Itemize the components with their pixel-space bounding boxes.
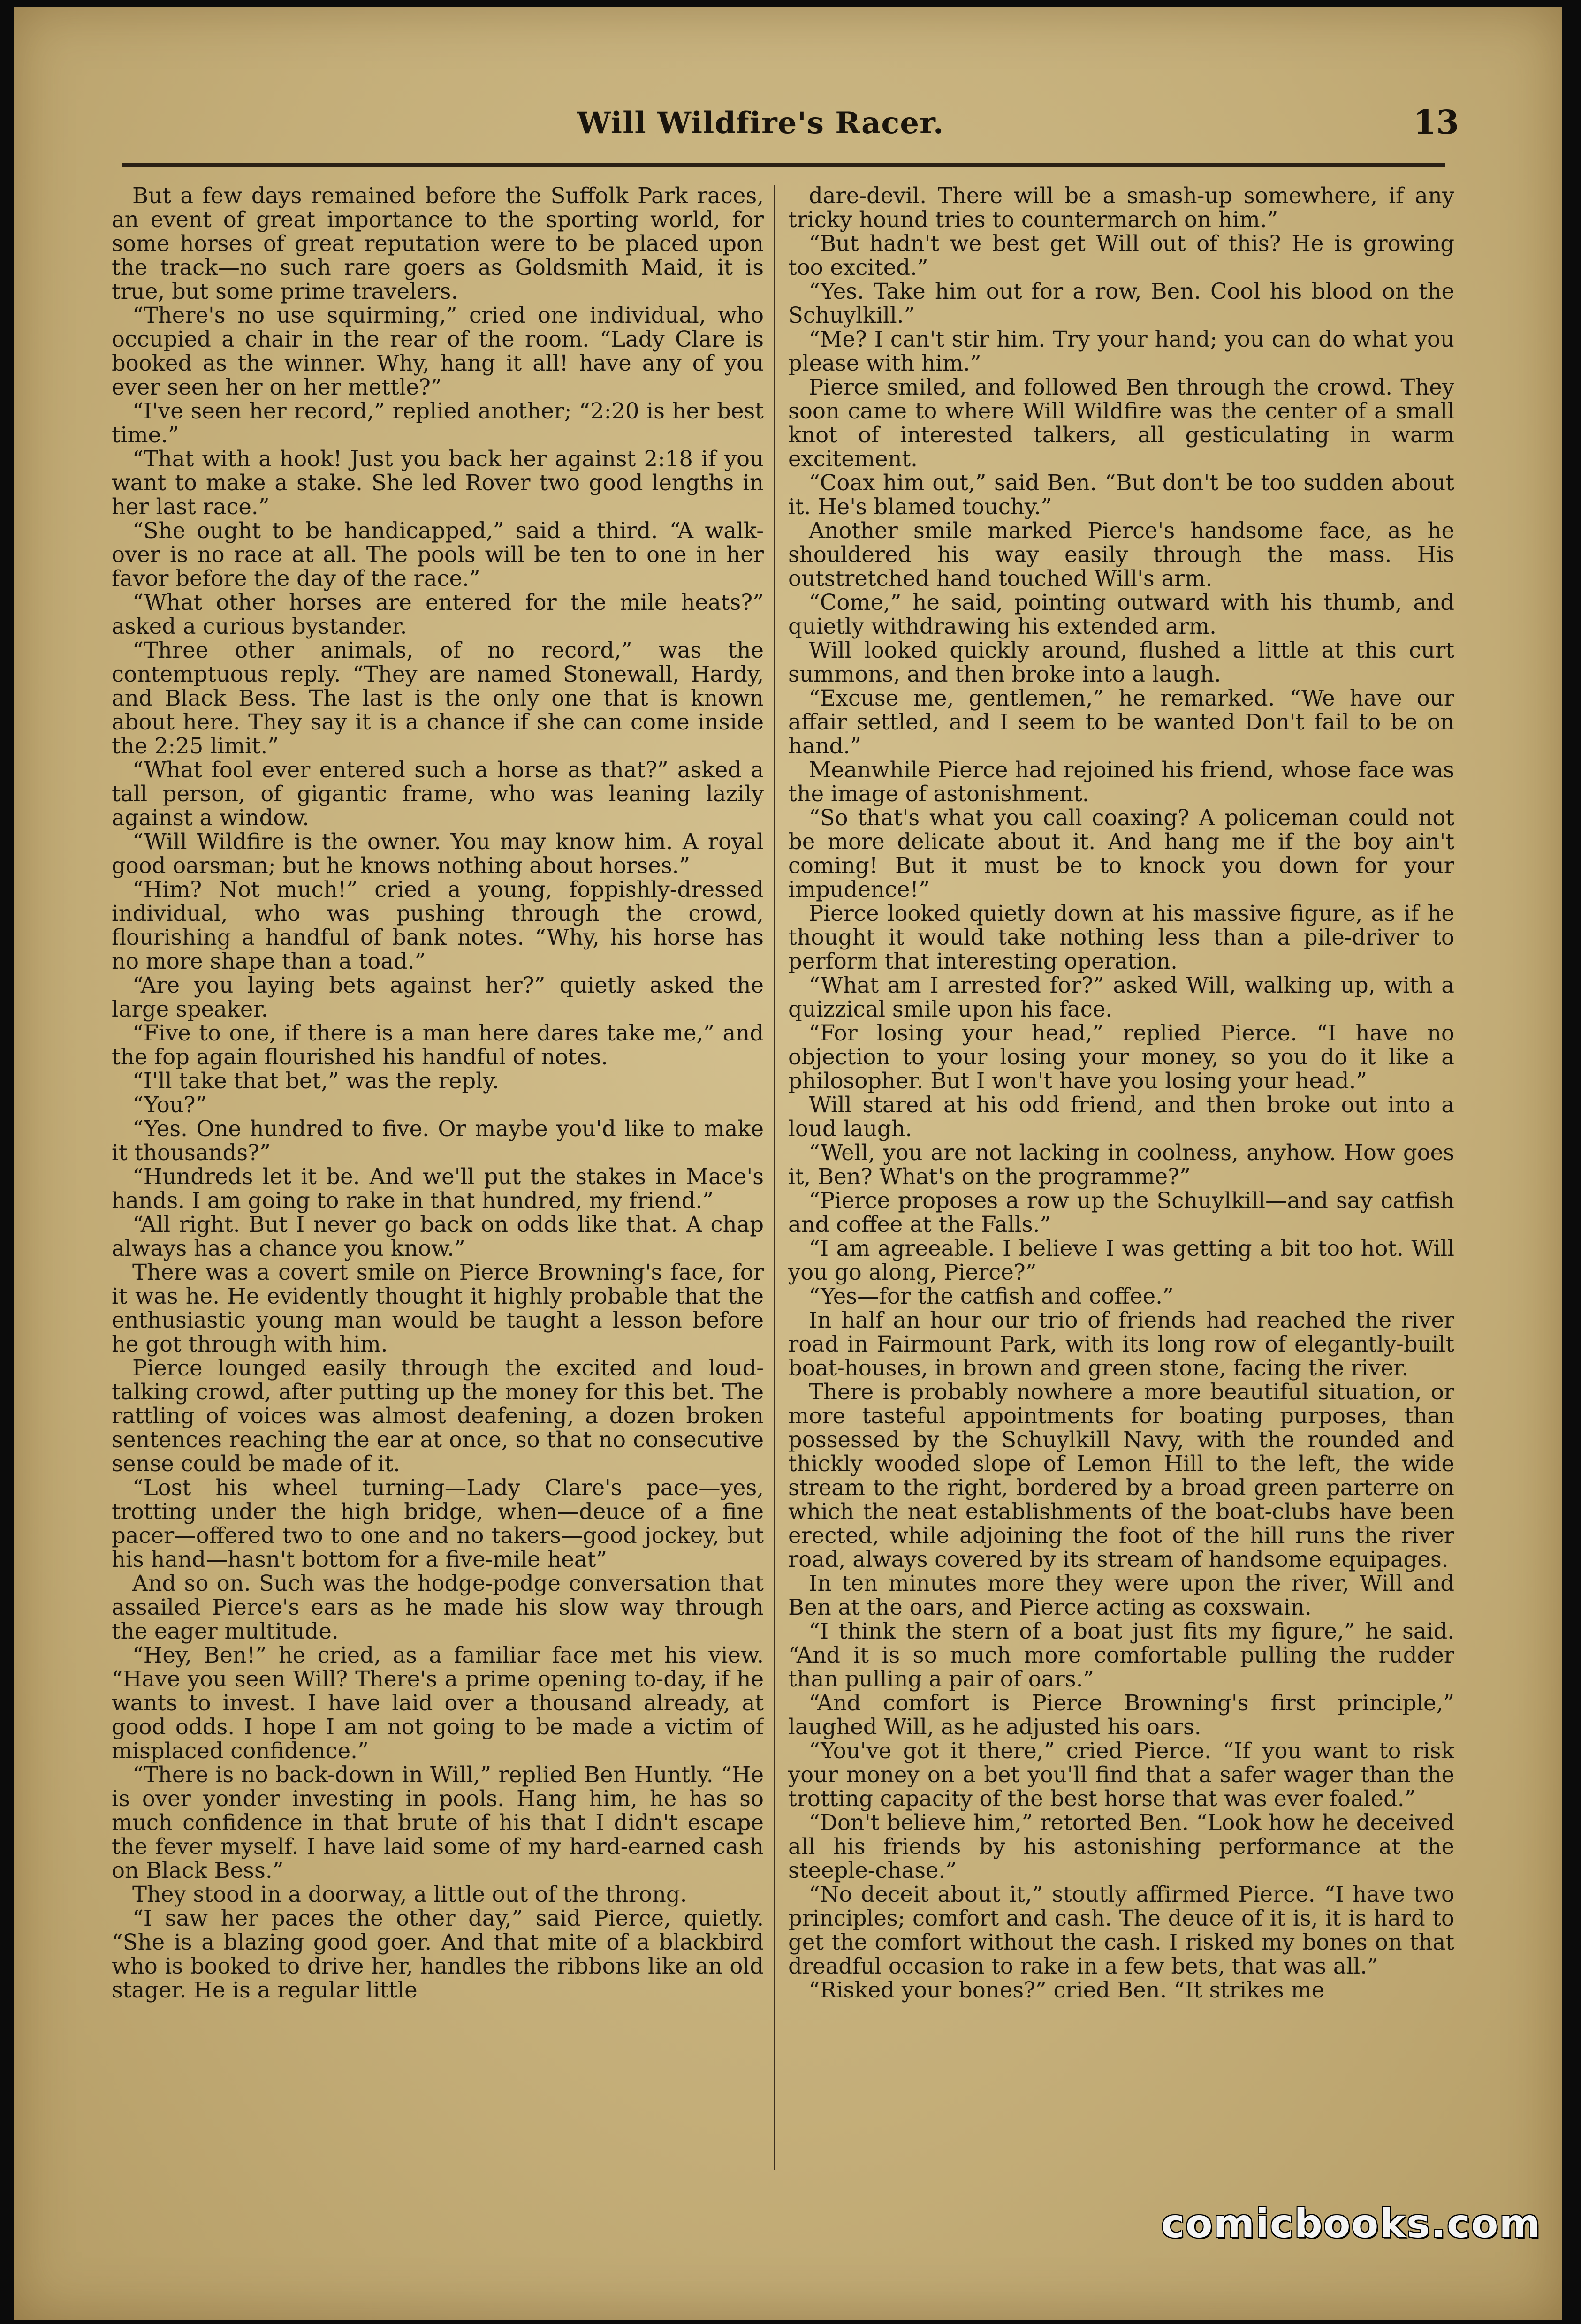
paragraph: There was a covert smile on Pierce Browning's face, for it was he. He evidently thought it highly probable that the enthusiastic young man would be taught a lesson before he got through with him. — [112, 1260, 764, 1357]
paragraph: “Pierce proposes a row up the Schuylkill—and say catfish and coffee at the Falls.” — [788, 1188, 1454, 1237]
paragraph: “You've got it there,” cried Pierce. “If you want to risk your money on a bet you'll find that a safer wager than the trotting capacity of the best horse that was ever foaled.” — [788, 1738, 1454, 1811]
paragraph: “I've seen her record,” replied another; “2:20 is her best time.” — [112, 398, 764, 448]
paragraph: “Lost his wheel turning—Lady Clare's pace—yes, trotting under the high bridge, when—deuce of a fine pacer—offered two to one and no takers—good jockey, but his hand—hasn't bottom for a five-mile heat” — [112, 1475, 764, 1572]
paragraph: Will looked quickly around, flushed a little at this curt summons, and then broke into a laugh. — [788, 638, 1454, 687]
paragraph: Pierce smiled, and followed Ben through the crowd. They soon came to where Will Wildfire was the center of a small knot of interested talkers, all gesticulating in warm excitement. — [788, 374, 1454, 471]
paragraph: They stood in a doorway, a little out of the throng. — [132, 1882, 687, 1907]
paragraph: “Risked your bones?” cried Ben. “It strikes me — [809, 1977, 1325, 2003]
paragraph: “Hey, Ben!” he cried, as a familiar face met his view. “Have you seen Will? There's a prime opening to-day, if he wants to invest. I have laid over a thousand already, at good odds. I hope I am not going to be made a victim of misplaced confidence.” — [112, 1642, 764, 1763]
paragraph: Another smile marked Pierce's handsome face, as he shouldered his way easily through the mass. His outstretched hand touched Will's arm. — [788, 518, 1454, 591]
paragraph: “Me? I can't stir him. Try your hand; you can do what you please with him.” — [788, 327, 1454, 376]
paragraph: “Him? Not much!” cried a young, foppishly-dressed individual, who was pushing through the crowd, flourishing a handful of bank notes. “Why, his horse has no more shape than a toad.” — [112, 877, 764, 974]
paragraph: “Well, you are not lacking in coolness, anyhow. How goes it, Ben? What's on the programme?” — [788, 1140, 1454, 1189]
page-header — [155, 101, 1459, 162]
paragraph: “What other horses are entered for the mile heats?” asked a curious bystander. — [112, 590, 764, 639]
paragraph: Meanwhile Pierce had rejoined his friend, whose face was the image of astonishment. — [788, 757, 1454, 806]
paragraph: In half an hour our trio of friends had reached the river road in Fairmount Park, with its long row of elegantly-built boat-houses, in brown and green stone, facing the river. — [788, 1307, 1454, 1381]
paragraph: “So that's what you call coaxing? A policeman could not be more delicate about it. And hang me if the boy ain't coming! But it must be to knock you down for your impudence!” — [788, 805, 1454, 902]
paragraph: “But hadn't we best get Will out of this? He is growing too excited.” — [788, 231, 1454, 280]
page-number: 13 — [1413, 103, 1459, 142]
paragraph: “Yes. One hundred to five. Or maybe you'd like to make it thousands?” — [112, 1116, 764, 1165]
paragraph: “Are you laying bets against her?” quietly asked the large speaker. — [112, 972, 764, 1022]
paragraph: “Yes. Take him out for a row, Ben. Cool his blood on the Schuylkill.” — [788, 279, 1454, 328]
paragraph: “And comfort is Pierce Browning's first principle,” laughed Will, as he adjusted his oars. — [788, 1690, 1454, 1739]
header-rule — [122, 163, 1445, 167]
watermark: comicbooks.com — [1161, 2201, 1541, 2247]
paragraph: “You?” — [132, 1092, 207, 1117]
paragraph: “Don't believe him,” retorted Ben. “Look how he deceived all his friends by his astonishing performance at the steeple-chase.” — [788, 1810, 1454, 1883]
paragraph: “For losing your head,” replied Pierce. “I have no objection to your losing your money, so you do it like a philosopher. But I won't have you losing your head.” — [788, 1020, 1454, 1094]
paragraph: But a few days remained before the Suffolk Park races, an event of great importance to the sporting world, for some horses of great reputation were to be placed upon the track—no such rare goers as Goldsmith Maid, it is true, but some prime travelers. — [112, 184, 764, 304]
paragraph: “I saw her paces the other day,” said Pierce, quietly. “She is a blazing good goer. And that mite of a blackbird who is booked to drive her, handles the ribbons like an old stager. He is a regular little — [112, 1906, 764, 2003]
paragraph: “No deceit about it,” stoutly affirmed Pierce. “I have two principles; comfort and cash. The deuce of it is, it is hard to get the comfort without the cash. I risked my bones on that dreadful occasion to rake in a few bets, that was all.” — [788, 1882, 1454, 1979]
paragraph: Pierce looked quietly down at his massive figure, as if he thought it would take nothing less than a pile-driver to perform that interesting operation. — [788, 901, 1454, 974]
paragraph: “Coax him out,” said Ben. “But don't be too sudden about it. He's blamed touchy.” — [788, 470, 1454, 519]
paragraph: “I'll take that bet,” was the reply. — [132, 1068, 499, 1094]
running-title: Will Wildfire's Racer. — [577, 106, 944, 141]
paragraph: And so on. Such was the hodge-podge conversation that assailed Pierce's ears as he made his slow way through the eager multitude. — [112, 1571, 764, 1644]
left-column — [112, 184, 764, 2173]
paragraph: “What am I arrested for?” asked Will, walking up, with a quizzical smile upon his face. — [788, 972, 1454, 1022]
paragraph: “She ought to be handicapped,” said a third. “A walk-over is no race at all. The pools will be ten to one in her favor before the day of the race.” — [112, 518, 764, 591]
paragraph: Will stared at his odd friend, and then broke out into a loud laugh. — [788, 1092, 1454, 1141]
paragraph: In ten minutes more they were upon the river, Will and Ben at the oars, and Pierce acting as coxswain. — [788, 1571, 1454, 1620]
paragraph: “Three other animals, of no record,” was the contemptuous reply. “They are named Stonewall, Hardy, and Black Bess. The last is the only one that is known about here. They say it is a chance if she can come inside the 2:25 limit.” — [112, 638, 764, 759]
paragraph: “Yes—for the catfish and coffee.” — [809, 1284, 1174, 1309]
paragraph: “Hundreds let it be. And we'll put the stakes in Mace's hands. I am going to rake in that hundred, my friend.” — [112, 1164, 764, 1213]
paragraph: “All right. But I never go back on odds like that. A chap always has a chance you know.” — [112, 1212, 764, 1261]
paragraph: “What fool ever entered such a horse as that?” asked a tall person, of gigantic frame, who was leaning lazily against a window. — [112, 757, 764, 830]
paragraph: “There is no back-down in Will,” replied Ben Huntly. “He is over yonder investing in pools. Hang him, he has so much confidence in that brute of his that I didn't escape the fever myself. I have laid some of my hard-earned cash on Black Bess.” — [112, 1762, 764, 1883]
paragraph: dare-devil. There will be a smash-up somewhere, if any tricky hound tries to countermarch on him.” — [788, 184, 1454, 232]
paragraph: Pierce lounged easily through the excited and loud-talking crowd, after putting up the money for this bet. The rattling of voices was almost deafening, a dozen broken sentences reaching the ear at once, so that no consecutive sense could be made of it. — [112, 1355, 764, 1476]
paragraph: “I am agreeable. I believe I was getting a bit too hot. Will you go along, Pierce?” — [788, 1236, 1454, 1285]
paragraph: “Will Wildfire is the owner. You may know him. A royal good oarsman; but he knows nothing about horses.” — [112, 829, 764, 878]
paragraph: There is probably nowhere a more beautiful situation, or more tasteful appointments for boating purposes, than possessed by the Schuylkill Navy, with the rounded and thickly wooded slope of Lemon Hill to the left, the wide stream to the right, bordered by a broad green parterre on which the neat establishments of the boat-clubs have been erected, while adjoining the foot of the hill runs the river road, always covered by its stream of handsome equipages. — [788, 1379, 1454, 1572]
paragraph: “Five to one, if there is a man here dares take me,” and the fop again flourished his handful of notes. — [112, 1020, 764, 1070]
paragraph: “Excuse me, gentlemen,” he remarked. “We have our affair settled, and I seem to be wanted Don't fail to be on hand.” — [788, 685, 1454, 759]
paragraph: “There's no use squirming,” cried one individual, who occupied a chair in the rear of the room. “Lady Clare is booked as the winner. Why, hang it all! have any of you ever seen her on her mettle?” — [112, 303, 764, 400]
right-column — [788, 184, 1454, 2173]
paragraph: “That with a hook! Just you back her against 2:18 if you want to make a stake. She led Rover two good lengths in her last race.” — [112, 446, 764, 519]
column-divider — [774, 185, 775, 2170]
paragraph: “I think the stern of a boat just fits my figure,” he said. “And it is so much more comfortable pulling the rudder than pulling a pair of oars.” — [788, 1618, 1454, 1692]
paragraph: “Come,” he said, pointing outward with his thumb, and quietly withdrawing his extended arm. — [788, 590, 1454, 639]
